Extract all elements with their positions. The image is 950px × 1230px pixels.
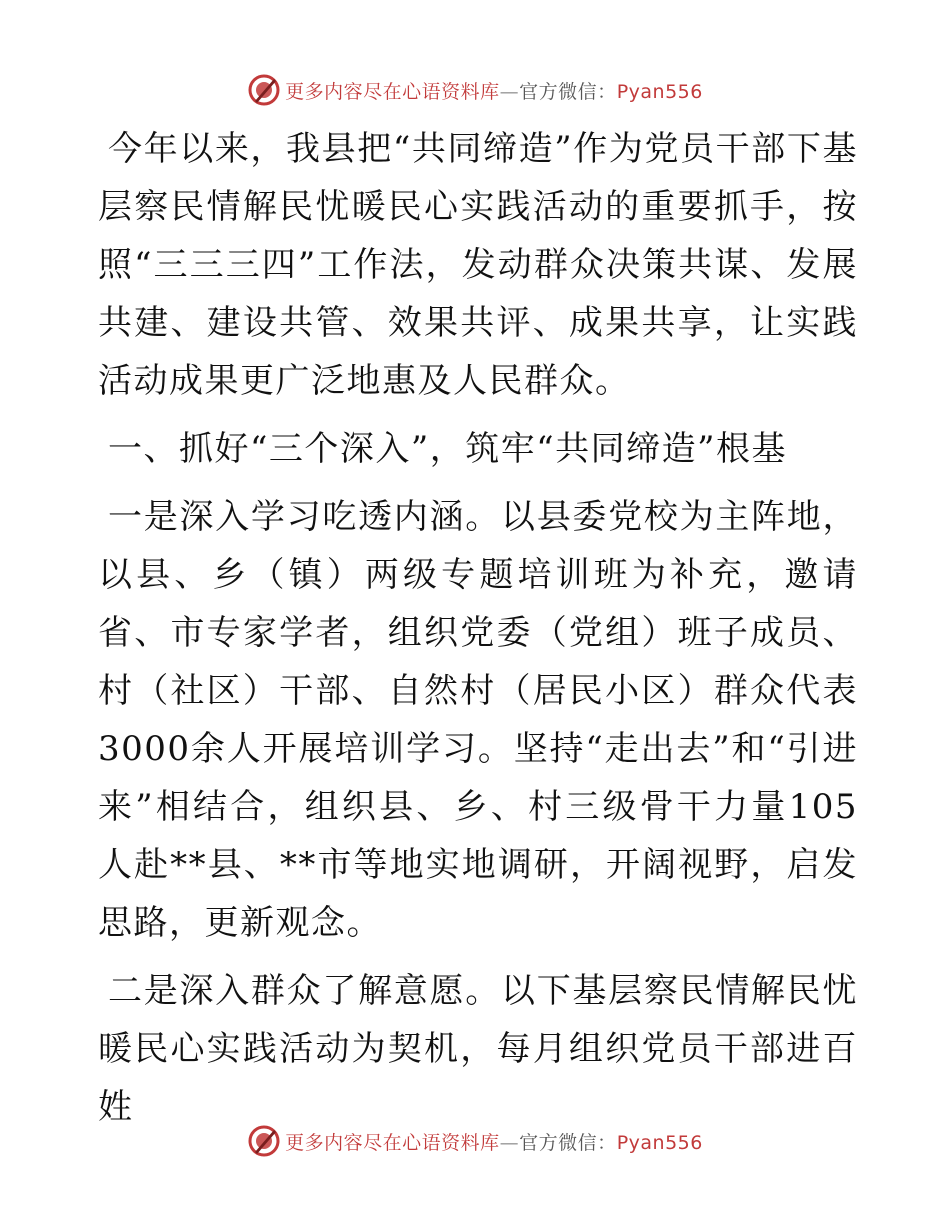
document-body (98, 120, 858, 1136)
quill-seal-icon (247, 1124, 281, 1158)
header-banner (0, 70, 950, 110)
banner-official-label: 官方微信： (519, 80, 617, 103)
banner-wechat-id: Pyan556 (616, 80, 703, 103)
banner-title: 更多内容尽在心语资料库 (285, 80, 500, 103)
section-heading: 一、抓好“三个深入”，筑牢“共同缔造”根基 (108, 429, 788, 469)
banner-wechat-id: Pyan556 (616, 1131, 703, 1154)
banner-official-label: 官方微信： (519, 1131, 617, 1154)
body-paragraph-2: 二是深入群众了解意愿。以下基层察民情解民忧暖民心实践活动为契机，每月组织党员干部进百姓 (98, 971, 858, 1127)
banner-separator: — (499, 1131, 520, 1154)
intro-paragraph: 今年以来，我县把“共同缔造”作为党员干部下基层察民情解民忧暖民心实践活动的重要抓手，按照“三三三四”工作法，发动群众决策共谋、发展共建、建设共管、效果共评、成果共享，让实践活动成果更广泛地惠及人民群众。 (98, 129, 858, 401)
banner-separator: — (499, 80, 520, 103)
body-paragraph-1: 一是深入学习吃透内涵。以县委党校为主阵地，以县、乡（镇）两级专题培训班为补充，邀请省、市专家学者，组织党委（党组）班子成员、村（社区）干部、自然村（居民小区）群众代表3000余人开展培训学习。坚持“走出去”和“引进来”相结合，组织县、乡、村三级骨干力量105人赴**县、**市等地实地调研，开阔视野，启发思路，更新观念。 (98, 497, 858, 943)
quill-seal-icon (247, 73, 281, 107)
footer-banner (0, 1121, 950, 1161)
banner-title: 更多内容尽在心语资料库 (285, 1131, 500, 1154)
